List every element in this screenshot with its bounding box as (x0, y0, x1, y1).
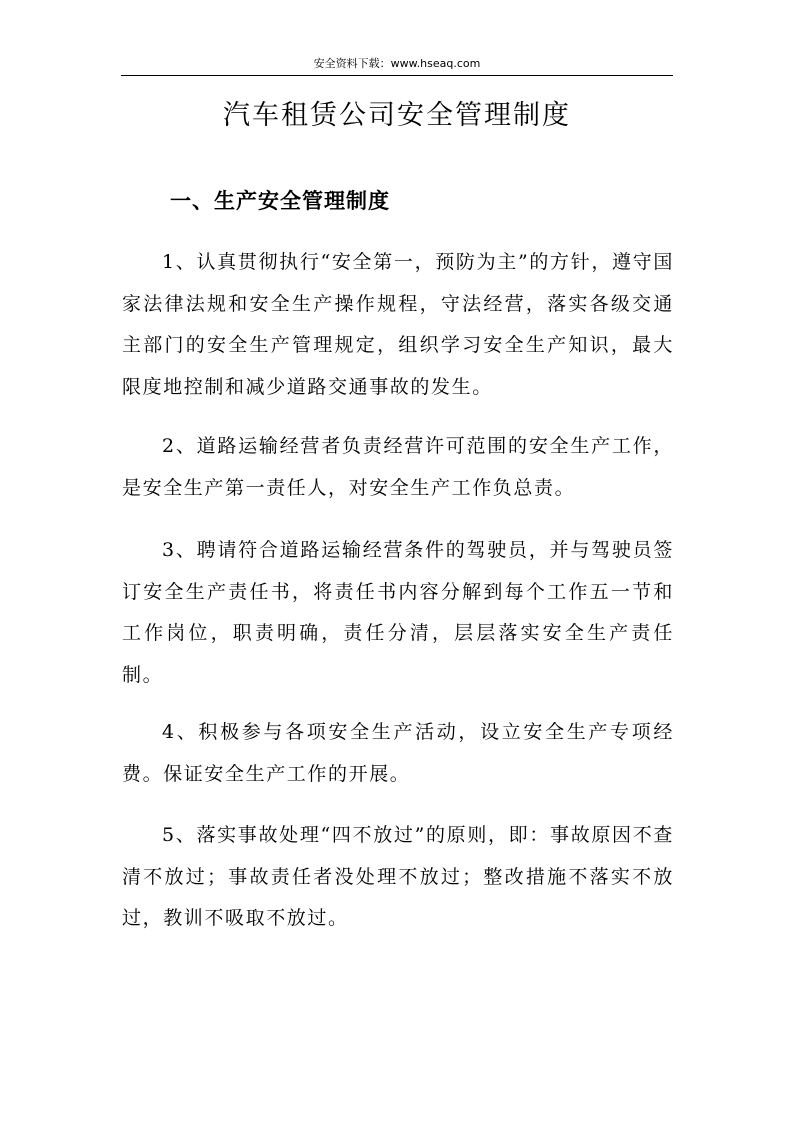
page-header: 安全资料下载：www.hseaq.com (313, 57, 481, 70)
header-divider (121, 75, 673, 76)
section-heading: 一、生产安全管理制度 (170, 188, 390, 213)
paragraph-1: 1、认真贯彻执行“安全第一，预防为主”的方针，遵守国家法律法规和安全生产操作规程，守法经营，落实各级交通主部门的安全生产管理规定，组织学习安全生产知识，最大限度地控制和减少道路交通事故的发生。 (122, 251, 674, 398)
paragraph-5: 5、落实事故处理“四不放过”的原则，即：事故原因不查清不放过；事故责任者没处理不放过；整改措施不落实不放过，教训不吸取不放过。 (122, 824, 674, 929)
document-title: 汽车租赁公司安全管理制度 (223, 100, 571, 131)
paragraph-4: 4、积极参与各项安全生产活动，设立安全生产专项经费。保证安全生产工作的开展。 (122, 721, 674, 785)
paragraph-3: 3、聘请符合道路运输经营条件的驾驶员，并与驾驶员签订安全生产责任书，将责任书内容分解到每个工作五一节和工作岗位，职责明确，责任分清，层层落实安全生产责任制。 (122, 539, 674, 686)
paragraph-2: 2、道路运输经营者负责经营许可范围的安全生产工作，是安全生产第一责任人，对安全生产工作负总责。 (122, 435, 674, 499)
